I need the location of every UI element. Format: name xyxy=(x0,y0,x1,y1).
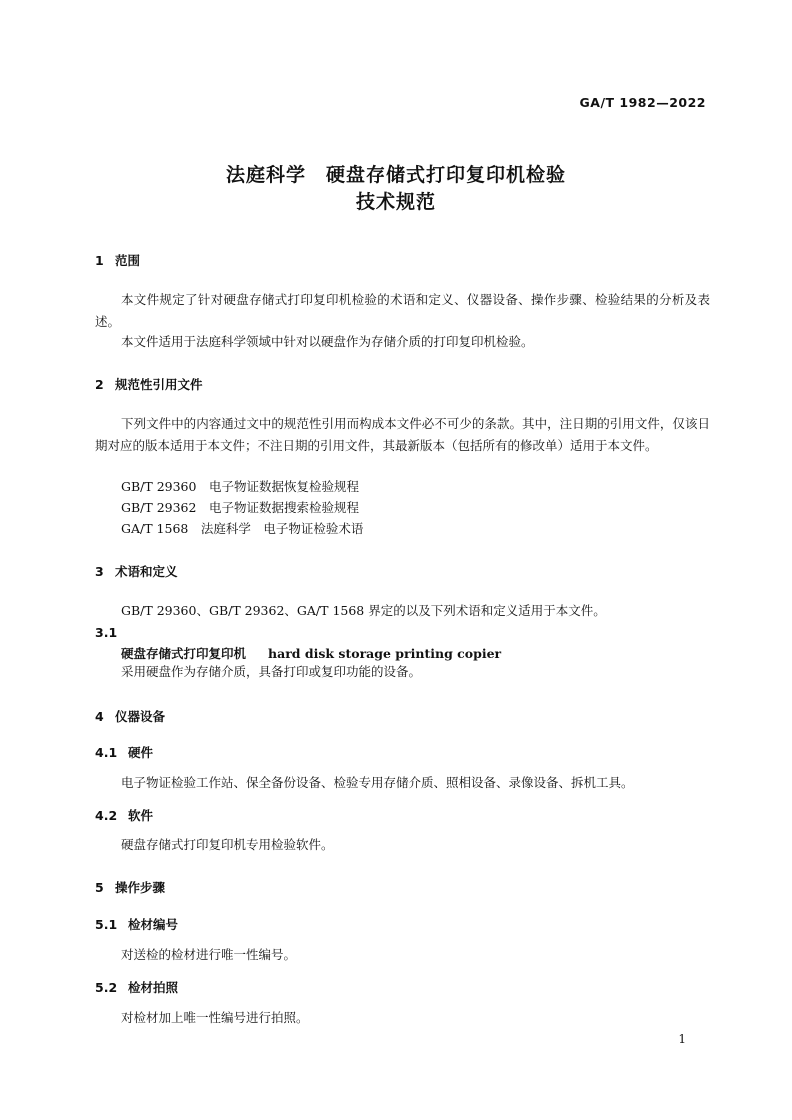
section-title: 范围 xyxy=(115,253,141,268)
subsection-5-2-heading xyxy=(95,978,178,996)
subsection-5-1-heading xyxy=(95,915,178,933)
subsection-5-2-text: 对检材加上唯一性编号进行拍照。 xyxy=(121,1010,309,1025)
section-2-paragraph-1: 下列文件中的内容通过文中的规范性引用而构成本文件必不可少的条款。其中，注日期的引用文件，仅该日期对应的版本适用于本文件；不注日期的引用文件，其最新版本（包括所有的修改单）适用于本文件。 xyxy=(95,416,710,453)
term-number: 3.1 xyxy=(95,625,118,640)
page-number: 1 xyxy=(678,1032,686,1046)
standard-number: GA/T 1982—2022 xyxy=(579,95,706,110)
subsection-number: 5.1 xyxy=(95,917,118,932)
reference-item: GB/T 29362 电子物证数据搜索检验规程 xyxy=(121,500,359,515)
term-chinese: 硬盘存储式打印复印机 xyxy=(121,646,247,661)
section-title: 规范性引用文件 xyxy=(115,377,203,392)
subsection-number: 4.2 xyxy=(95,808,118,823)
section-number: 2 xyxy=(95,377,104,392)
subsection-title: 硬件 xyxy=(128,745,154,760)
subsection-4-2-heading xyxy=(95,806,153,824)
section-1-heading xyxy=(95,251,140,269)
subsection-number: 4.1 xyxy=(95,745,118,760)
section-3-paragraph-1: GB/T 29360、GB/T 29362、GA/T 1568 界定的以及下列术语和定义适用于本文件。 xyxy=(121,603,606,618)
section-2-heading xyxy=(95,375,203,393)
subsection-4-2-text: 硬盘存储式打印复印机专用检验软件。 xyxy=(121,837,334,852)
section-4-heading xyxy=(95,707,165,725)
subsection-title: 检材编号 xyxy=(128,917,179,932)
section-number: 1 xyxy=(95,253,104,268)
section-title: 仪器设备 xyxy=(115,709,166,724)
term-entry xyxy=(121,644,501,662)
subsection-title: 检材拍照 xyxy=(128,980,179,995)
subsection-number: 5.2 xyxy=(95,980,118,995)
reference-item: GA/T 1568 法庭科学 电子物证检验术语 xyxy=(121,521,364,536)
reference-item: GB/T 29360 电子物证数据恢复检验规程 xyxy=(121,479,359,494)
term-english: hard disk storage printing copier xyxy=(268,646,502,661)
subsection-4-1-heading xyxy=(95,743,153,761)
section-number: 3 xyxy=(95,564,104,579)
section-5-heading xyxy=(95,878,165,896)
section-title: 操作步骤 xyxy=(115,880,166,895)
page-title-line1: 法庭科学 硬盘存储式打印复印机检验 xyxy=(225,164,566,186)
term-definition: 采用硬盘作为存储介质，具备打印或复印功能的设备。 xyxy=(121,664,422,679)
section-1-paragraph-2: 本文件适用于法庭科学领域中针对以硬盘作为存储介质的打印复印机检验。 xyxy=(121,334,534,349)
section-number: 5 xyxy=(95,880,104,895)
section-title: 术语和定义 xyxy=(115,564,178,579)
section-1-paragraph-1: 本文件规定了针对硬盘存储式打印复印机检验的术语和定义、仪器设备、操作步骤、检验结果的分析及表述。 xyxy=(95,292,710,329)
subsection-4-1-text: 电子物证检验工作站、保全备份设备、检验专用存储介质、照相设备、录像设备、拆机工具。 xyxy=(121,775,634,790)
subsection-title: 软件 xyxy=(128,808,154,823)
page-title-line2: 技术规范 xyxy=(355,191,436,213)
section-3-heading xyxy=(95,562,178,580)
subsection-5-1-text: 对送检的检材进行唯一性编号。 xyxy=(121,947,297,962)
section-number: 4 xyxy=(95,709,104,724)
